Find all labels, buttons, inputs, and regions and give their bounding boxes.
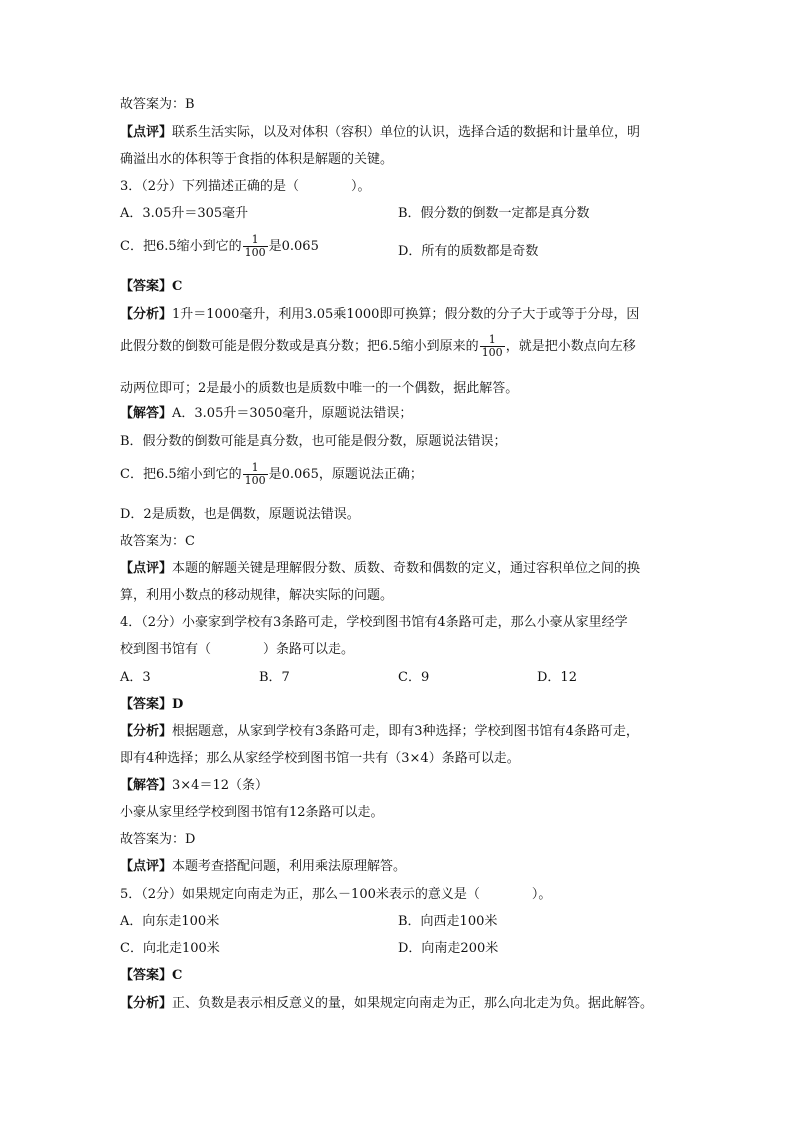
- review-text: 本题考查搭配问题，利用乘法原理解答。: [172, 859, 407, 874]
- q3-option-a: A．3.05升＝305毫升: [120, 206, 249, 221]
- fraction: [480, 334, 505, 359]
- fraction-numerator: 1: [251, 461, 259, 474]
- review-tag: 【点评】: [120, 859, 173, 874]
- question-5: 5．（2分）如果规定向南走为正，那么－100米表示的意义是（ ）。: [120, 887, 552, 902]
- review-tag: 【点评】: [120, 561, 173, 576]
- solution-text: A．3.05升＝3050毫升，原题说法错误；: [172, 406, 413, 421]
- q3-answer: 【答案】C: [120, 279, 183, 294]
- analysis-text: 正、负数是表示相反意义的量，如果规定向南走为正，那么向北走为负。据此解答。: [172, 996, 654, 1011]
- review-line-cont: 确溢出水的体积等于食指的体积是解题的关键。: [120, 152, 394, 167]
- q5-option-d: D．向南走200米: [398, 941, 499, 956]
- analysis-tag: 【分析】: [120, 996, 173, 1011]
- q3-solution-line4: D．2是质数，也是偶数，原题说法错误。: [120, 507, 360, 522]
- q3-option-c: [120, 234, 319, 259]
- q5-option-b: B．向西走100米: [398, 914, 498, 929]
- solution-tag: 【解答】: [120, 778, 173, 793]
- q5-answer: 【答案】C: [120, 968, 183, 983]
- q4-review: [120, 858, 406, 876]
- q5-option-a: A．向东走100米: [120, 914, 220, 929]
- q5-option-c: C．向北走100米: [120, 941, 220, 956]
- q4-answer: 【答案】D: [120, 697, 184, 712]
- q3-analysis-line1: [120, 306, 639, 324]
- q3-option-b: B．假分数的倒数一定都是真分数: [398, 206, 590, 221]
- review-line: [120, 124, 640, 142]
- q3-analysis-line3: 动两位即可；2是最小的质数也是质数中唯一的一个偶数，据此解答。: [120, 381, 519, 396]
- analysis-text: 此假分数的倒数可能是假分数或是真分数；把6.5缩小到原来的: [120, 339, 479, 354]
- analysis-tag: 【分析】: [120, 307, 173, 322]
- fraction-numerator: 1: [251, 233, 259, 246]
- q4-analysis-line2: 即有4种选择；那么从家经学校到图书馆一共有（3×4）条路可以走。: [120, 751, 520, 766]
- fraction-numerator: 1: [488, 333, 496, 346]
- q4-option-a: A．3: [120, 670, 151, 685]
- q3-solution-line2: B．假分数的倒数可能是真分数，也可能是假分数，原题说法错误；: [120, 434, 507, 449]
- q3-solution-line1: [120, 405, 412, 423]
- fraction: [243, 462, 268, 487]
- q3-option-d: D．所有的质数都是奇数: [398, 244, 539, 259]
- review-text: 本题的解题关键是理解假分数、质数、奇数和偶数的定义，通过容积单位之间的换: [172, 561, 641, 576]
- review-tag: 【点评】: [120, 125, 173, 140]
- q5-analysis-line1: [120, 995, 653, 1013]
- review-text: 联系生活实际，以及对体积（容积）单位的认识，选择合适的数据和计量单位，明: [172, 125, 641, 140]
- analysis-text: 根据题意，从家到学校有3条路可走，即有3种选择；学校到图书馆有4条路可走，: [172, 724, 639, 739]
- fraction-denominator: 100: [481, 346, 503, 359]
- q3-review-line2: 算，利用小数点的移动规律，解决实际的问题。: [120, 588, 394, 603]
- solution-tag: 【解答】: [120, 406, 173, 421]
- solution-text: C．把6.5缩小到它的: [120, 467, 242, 482]
- q4-solution-line2: 小豪从家里经学校到图书馆有12条路可以走。: [120, 805, 384, 820]
- question-4-line1: 4．（2分）小豪家到学校有3条路可走，学校到图书馆有4条路可走，那么小豪从家里经学: [120, 615, 628, 630]
- q4-option-b: B．7: [259, 670, 290, 685]
- q3-option-c-text-end: 是0.065: [268, 239, 319, 254]
- analysis-tag: 【分析】: [120, 724, 173, 739]
- fraction: [243, 234, 268, 259]
- solution-text-end: 是0.065，原题说法正确；: [268, 467, 423, 482]
- q4-option-c: C．9: [398, 670, 430, 685]
- q3-final-answer: 故答案为：C: [120, 534, 195, 549]
- analysis-text: 1升＝1000毫升，利用3.05乘1000即可换算；假分数的分子大于或等于分母，因: [172, 307, 640, 322]
- fraction-denominator: 100: [244, 246, 266, 259]
- q4-analysis-line1: [120, 723, 639, 741]
- q4-final-answer: 故答案为：D: [120, 832, 196, 847]
- solution-text: 3×4＝12（条）: [172, 778, 268, 793]
- question-3: 3．（2分）下列描述正确的是（ ）。: [120, 179, 371, 194]
- q3-review-line1: [120, 560, 640, 578]
- q4-option-d: D．12: [537, 670, 577, 685]
- answer-line: 故答案为：B: [120, 97, 195, 112]
- question-4-line2: 校到图书馆有（ ）条路可以走。: [120, 642, 355, 657]
- q3-option-c-text: C．把6.5缩小到它的: [120, 239, 242, 254]
- q3-solution-line3: [120, 462, 423, 487]
- fraction-denominator: 100: [244, 474, 266, 487]
- q4-solution-line1: [120, 777, 268, 795]
- q3-analysis-line2: [120, 334, 636, 359]
- analysis-text-end: ，就是把小数点向左移: [505, 339, 636, 354]
